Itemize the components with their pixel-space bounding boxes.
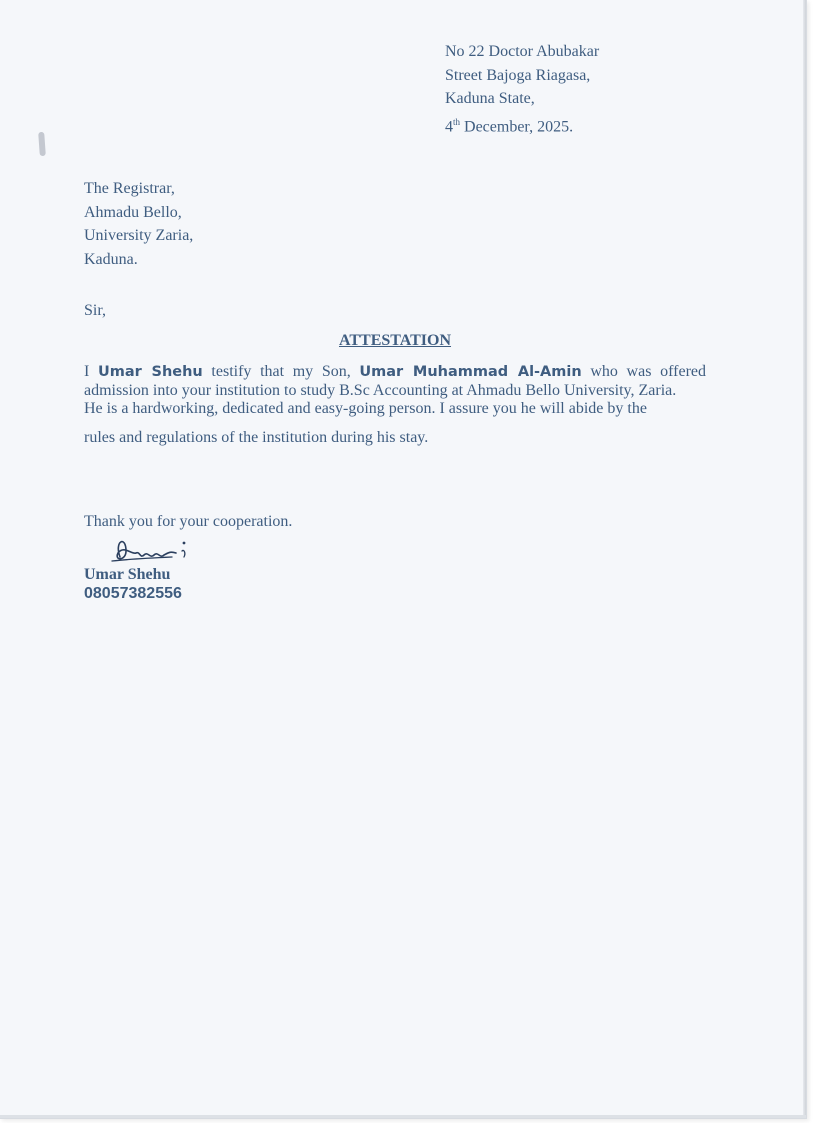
closing-line: Thank you for your cooperation. — [84, 513, 293, 530]
recipient-line: Kaduna. — [84, 250, 138, 268]
signatory-name: Umar Shehu — [84, 566, 171, 583]
author-name-inline: Umar Shehu — [97, 364, 203, 380]
letter-heading: ATTESTATION — [338, 332, 452, 349]
handwritten-signature — [110, 531, 190, 567]
letter-date — [445, 111, 599, 139]
body-text: testify that my Son, — [202, 363, 360, 380]
letter-body — [84, 363, 706, 447]
body-paragraph-2-end: rules and regulations of the institution during his stay. — [84, 428, 429, 446]
body-text: who was offered admission into your institution to study B.Sc Accounting at Ahmadu Bello University, Zaria. — [84, 363, 706, 399]
son-name-inline: Umar Muhammad Al-Amin — [359, 364, 582, 380]
scan-edge-right — [803, 0, 806, 1118]
salutation: Sir, — [84, 302, 107, 319]
recipient-address-block — [84, 177, 193, 271]
body-text: I — [84, 363, 98, 380]
scan-smudge — [38, 132, 46, 156]
recipient-line: University Zaria, — [84, 227, 194, 244]
date-day: 4 — [445, 117, 453, 135]
recipient-line: The Registrar, — [84, 180, 175, 197]
scan-edge-bottom — [0, 1115, 806, 1118]
date-rest: December, 2025. — [460, 117, 574, 135]
body-paragraph-2: He is a hardworking, dedicated and easy-going person. I assure you he will abide by the — [84, 400, 647, 417]
sender-address-line: Street Bajoga Riagasa, — [445, 66, 591, 84]
date-suffix: th — [453, 116, 461, 127]
signatory-phone: 08057382556 — [84, 585, 182, 602]
sender-address-block — [445, 40, 599, 138]
body-paragraph-1 — [84, 363, 706, 400]
sender-address-line: No 22 Doctor Abubakar — [445, 43, 600, 60]
recipient-line: Ahmadu Bello, — [84, 203, 182, 221]
sender-address-line: Kaduna State, — [445, 90, 535, 107]
